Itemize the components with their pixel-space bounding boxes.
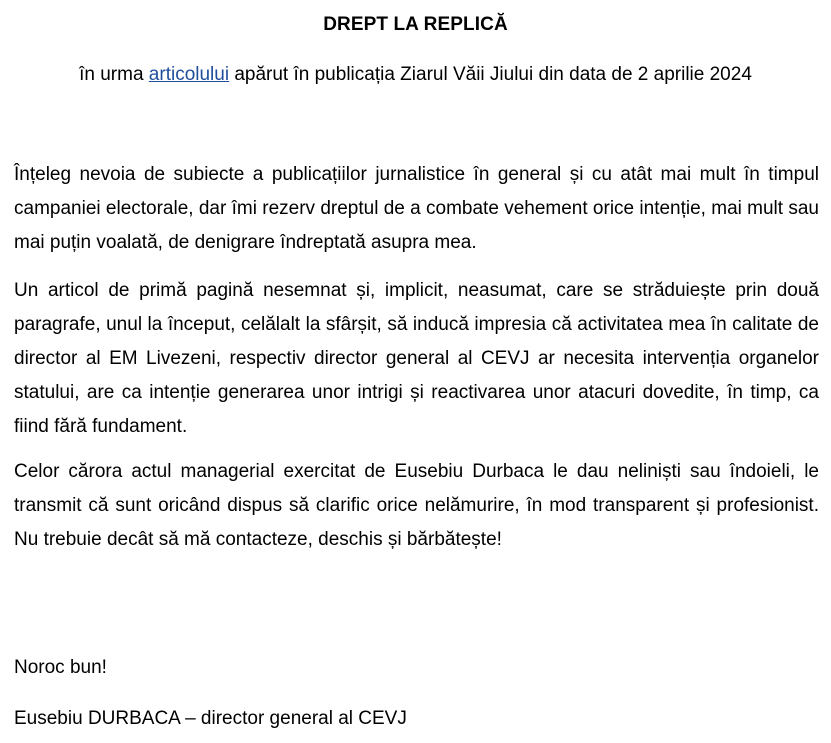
subtitle-suffix: apărut în publicația Ziarul Văii Jiului din data de 2 aprilie 2024 (229, 64, 752, 85)
paragraph-1: Înțeleg nevoia de subiecte a publicațiilor jurnalistice în general și cu atât mai mult în timpul campaniei electorale, dar îmi rezerv dreptul de a combate vehement orice intenție, mai mult sau mai puțin voalată, de denigrare îndreptată asupra mea. (14, 164, 819, 253)
closing-greeting: Noroc bun! (14, 657, 107, 678)
document-title: DREPT LA REPLICĂ (323, 14, 508, 35)
paragraph-3: Celor cărora actul managerial exercitat de Eusebiu Durbaca le dau neliniști sau îndoieli, le transmit că sunt oricând dispus să clarific orice nelămurire, în mod transparent și profesionist. Nu trebuie decât să mă contacteze, deschis și bărbătește! (14, 461, 819, 550)
signature: Eusebiu DURBACA – director general al CEVJ (14, 708, 407, 729)
article-link[interactable]: articolului (148, 64, 230, 85)
subtitle-prefix: în urma (79, 64, 149, 85)
document-subtitle (0, 62, 831, 88)
paragraph-2: Un articol de primă pagină nesemnat și, implicit, neasumat, care se străduiește prin două paragrafe, unul la început, celălalt la sfârșit, să inducă impresia că activitatea mea în calitate de director al EM Livezeni, respectiv director general al CEVJ ar necesita intervenția organelor statului, are ca intenție generarea unor intrigi și reactivarea unor atacuri dovedite, în timp, ca fiind fără fundament. (14, 280, 819, 437)
